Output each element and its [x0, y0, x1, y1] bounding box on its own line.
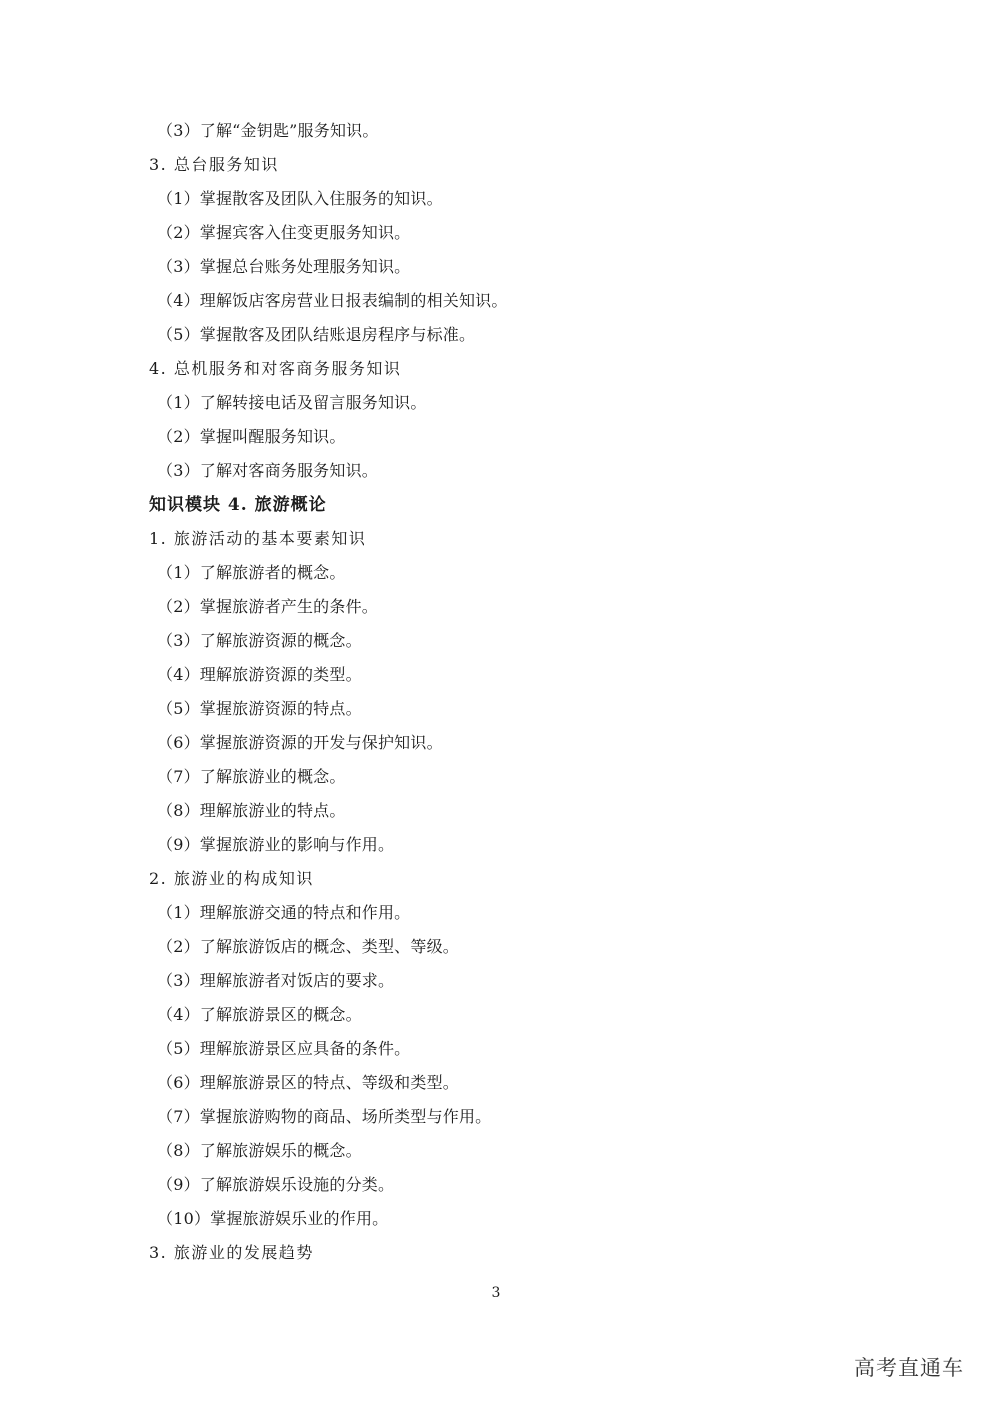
section-heading: 1. 旅游活动的基本要素知识 [149, 529, 367, 548]
list-item: （2）了解旅游饭店的概念、类型、等级。 [157, 937, 459, 956]
list-item: （4）理解旅游资源的类型。 [157, 665, 362, 684]
list-item: （8）了解旅游娱乐的概念。 [157, 1141, 362, 1160]
list-item: （8）理解旅游业的特点。 [157, 801, 346, 820]
section-heading: 3. 总台服务知识 [149, 155, 279, 174]
list-item: （7）了解旅游业的概念。 [157, 767, 346, 786]
list-item: （3）了解对客商务服务知识。 [157, 461, 378, 480]
section-heading: 4. 总机服务和对客商务服务知识 [149, 359, 402, 378]
list-item: （3）了解旅游资源的概念。 [157, 631, 362, 650]
list-item: （1）掌握散客及团队入住服务的知识。 [157, 189, 443, 208]
list-item: （5）掌握旅游资源的特点。 [157, 699, 362, 718]
list-item: （5）掌握散客及团队结账退房程序与标准。 [157, 325, 476, 344]
list-item: （1）了解旅游者的概念。 [157, 563, 346, 582]
list-item: （6）理解旅游景区的特点、等级和类型。 [157, 1073, 459, 1092]
list-item: （2）掌握叫醒服务知识。 [157, 427, 346, 446]
list-item: （4）理解饭店客房营业日报表编制的相关知识。 [157, 291, 508, 310]
list-item: （9）掌握旅游业的影响与作用。 [157, 835, 395, 854]
list-item: （2）掌握宾客入住变更服务知识。 [157, 223, 411, 242]
list-item: （1）理解旅游交通的特点和作用。 [157, 903, 411, 922]
list-item: （7）掌握旅游购物的商品、场所类型与作用。 [157, 1107, 492, 1126]
list-item: （2）掌握旅游者产生的条件。 [157, 597, 378, 616]
list-item: （1）了解转接电话及留言服务知识。 [157, 393, 427, 412]
page-number: 3 [491, 1285, 501, 1301]
list-item: （9）了解旅游娱乐设施的分类。 [157, 1175, 395, 1194]
list-item: （3）理解旅游者对饭店的要求。 [157, 971, 395, 990]
module-title: 知识模块 4. 旅游概论 [149, 495, 327, 515]
section-heading: 2. 旅游业的构成知识 [149, 869, 314, 888]
list-item: （6）掌握旅游资源的开发与保护知识。 [157, 733, 443, 752]
list-item: （3）掌握总台账务处理服务知识。 [157, 257, 411, 276]
list-item: （10）掌握旅游娱乐业的作用。 [157, 1209, 389, 1228]
list-item: （4）了解旅游景区的概念。 [157, 1005, 362, 1024]
list-item: （5）理解旅游景区应具备的条件。 [157, 1039, 411, 1058]
list-item: （3）了解“金钥匙”服务知识。 [157, 121, 379, 140]
section-heading: 3. 旅游业的发展趋势 [149, 1243, 314, 1262]
watermark-text: 高考直通车 [854, 1356, 964, 1380]
